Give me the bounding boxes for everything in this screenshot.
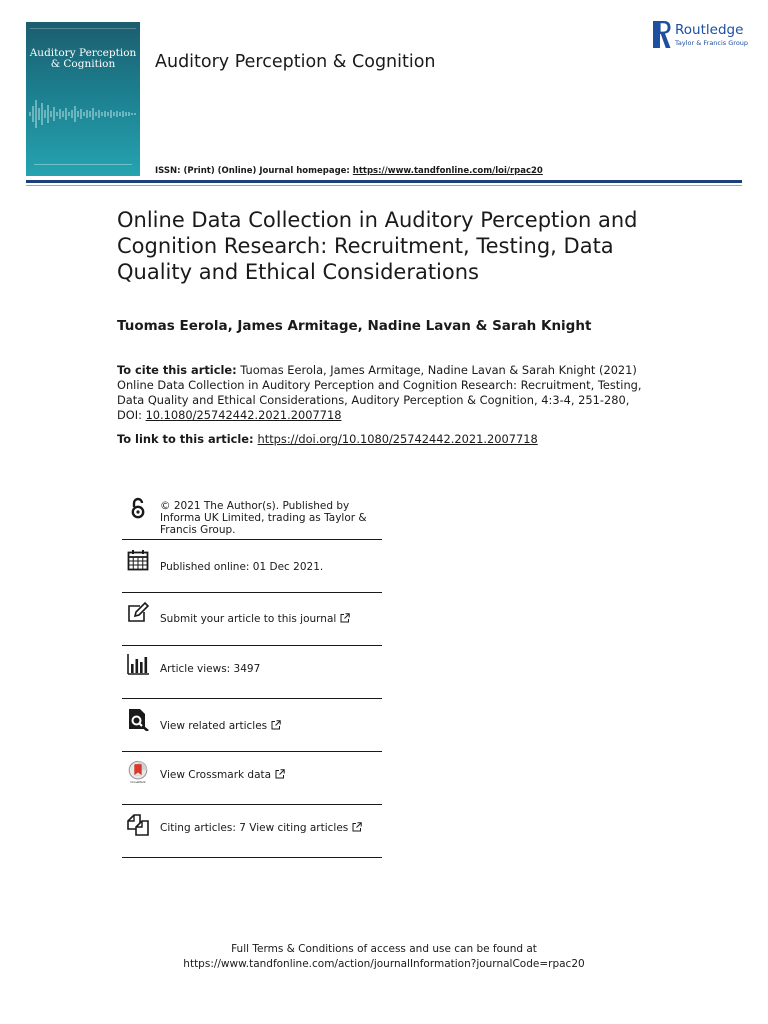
related-row[interactable] (122, 699, 382, 752)
submit-label[interactable]: Submit your article to this journal (160, 613, 337, 625)
related-label[interactable]: View related articles (160, 720, 268, 732)
related-text[interactable] (160, 720, 281, 732)
cover-title: Auditory Perception & Cognition (29, 47, 137, 70)
citing-row[interactable] (122, 805, 382, 858)
bar-chart-icon (126, 652, 150, 676)
terms-url[interactable]: https://www.tandfonline.com/action/journalInformation?journalCode=rpac20 (183, 958, 585, 970)
publisher-logo[interactable] (653, 21, 753, 49)
cite-label: To cite this article: (117, 363, 237, 377)
crossmark-icon (126, 760, 150, 784)
external-link-icon (340, 613, 350, 623)
license-text: © 2021 The Author(s). Published by Informa UK Limited, trading as Taylor & Francis Group. (160, 500, 367, 536)
article-doi-url[interactable]: https://doi.org/10.1080/25742442.2021.2007718 (257, 432, 538, 446)
cover-bottom-strip (34, 164, 132, 168)
routledge-r-icon (653, 21, 671, 48)
cite-text: Tuomas Eerola, James Armitage, Nadine Lavan & Sarah Knight (2021) Online Data Collection in Auditory Perception and Cognition Research: Recruitment, Testing, Data Quality and Ethical Considerations, Auditory Perception & Cognition, 4:3-4, 251-280, DOI: (117, 363, 642, 422)
citation-block (117, 363, 657, 423)
issn-line (155, 166, 543, 176)
waveform-graphic (26, 94, 140, 134)
crossmark-row[interactable] (122, 752, 382, 805)
submit-row[interactable] (122, 593, 382, 646)
terms-footer (0, 942, 768, 972)
citing-articles-icon (126, 813, 150, 837)
journal-cover-image (26, 22, 140, 176)
header-rule (26, 180, 742, 183)
crossmark-text[interactable] (160, 769, 285, 781)
views-row (122, 646, 382, 699)
external-link-icon (352, 822, 362, 832)
published-row (122, 540, 382, 593)
published-text: Published online: 01 Dec 2021. (160, 561, 324, 574)
link-label: To link to this article: (117, 432, 258, 446)
article-title: Online Data Collection in Auditory Perception and Cognition Research: Recruitment, Testing, Data Quality and Ethical Considerations (117, 208, 638, 284)
citing-label[interactable]: Citing articles: 7 View citing articles (160, 822, 349, 834)
open-access-icon (126, 496, 150, 520)
cover-top-strip (30, 25, 136, 29)
publisher-name: Routledge (675, 22, 744, 38)
views-text: Article views: 3497 (160, 663, 261, 675)
svg-text:CrossMark: CrossMark (130, 780, 146, 784)
edit-icon (126, 601, 150, 625)
journal-homepage-link[interactable]: https://www.tandfonline.com/loi/rpac20 (352, 166, 543, 176)
external-link-icon (275, 769, 285, 779)
article-link-line (117, 432, 538, 446)
header-rule-thin (26, 185, 742, 186)
terms-line-1: Full Terms & Conditions of access and use can be found at (231, 943, 537, 955)
article-authors: Tuomas Eerola, James Armitage, Nadine Lavan & Sarah Knight (117, 318, 592, 334)
journal-name[interactable]: Auditory Perception & Cognition (155, 52, 436, 72)
crossmark-label[interactable]: View Crossmark data (160, 769, 272, 781)
issn-label: ISSN: (Print) (Online) Journal homepage: (155, 166, 353, 176)
calendar-icon (126, 548, 150, 572)
citing-text[interactable] (160, 822, 362, 834)
publisher-subtitle: Taylor & Francis Group (675, 39, 749, 47)
external-link-icon (271, 720, 281, 730)
search-document-icon (126, 707, 150, 731)
article-info-list (122, 490, 382, 858)
license-row (122, 490, 382, 540)
submit-text[interactable] (160, 613, 350, 625)
doi-link[interactable]: 10.1080/25742442.2021.2007718 (145, 408, 342, 422)
